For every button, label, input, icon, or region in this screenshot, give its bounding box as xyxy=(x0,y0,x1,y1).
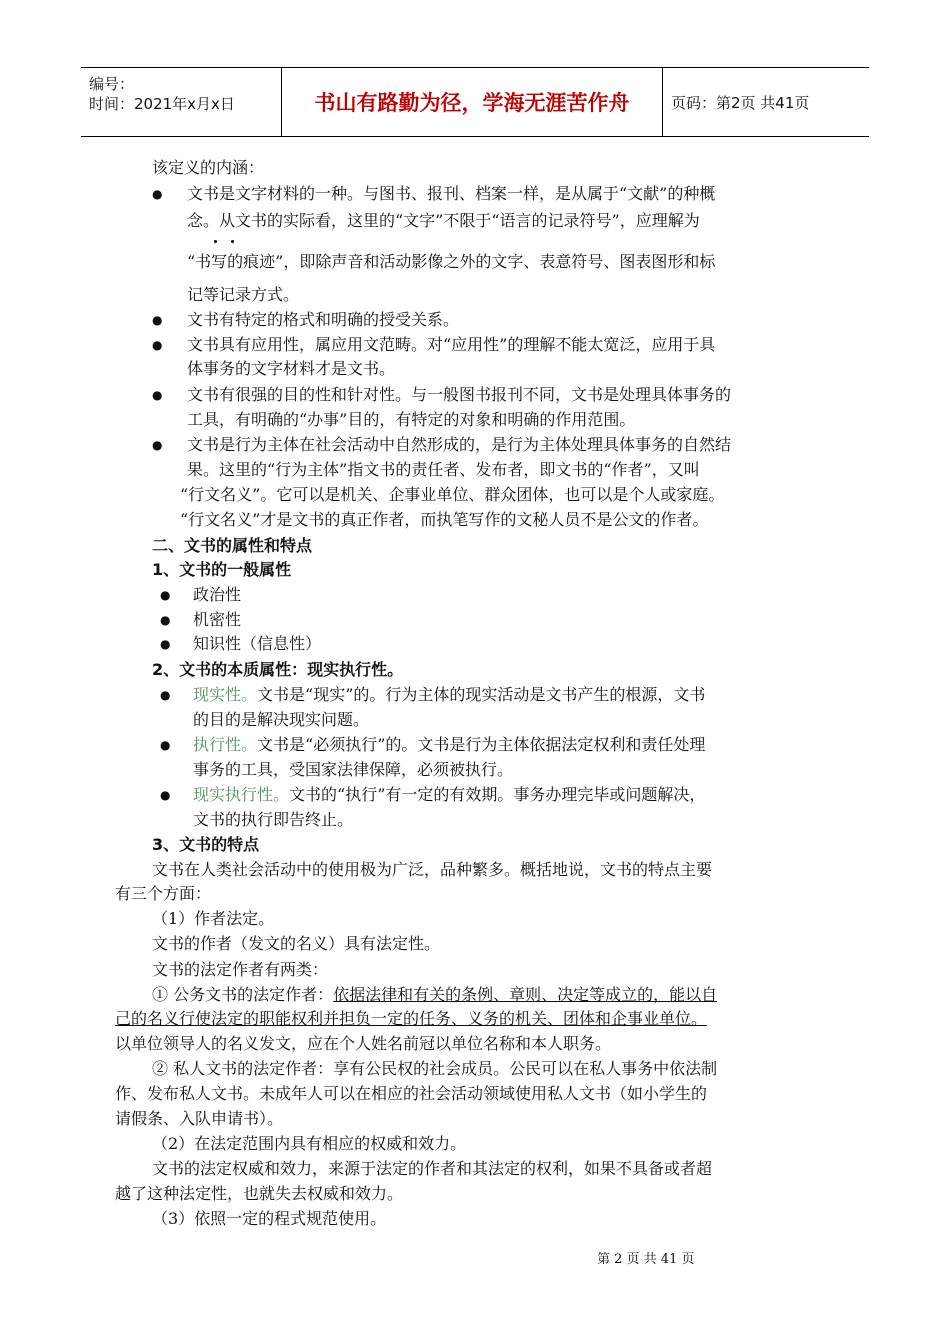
bullet-5-line-4: “行文名义”才是文书的真正作者，而执笔写作的文秘人员不是公文的作者。 xyxy=(180,510,709,529)
subsection-heading-1: 1、文书的一般属性 xyxy=(152,560,292,579)
bullet-icon: ● xyxy=(152,438,163,452)
bullet-5-line-3: “行文名义”。它可以是机关、企事业单位、群众团体，也可以是个人或家庭。 xyxy=(180,485,725,504)
bullet-icon: ● xyxy=(160,613,171,627)
feature-1-text-c xyxy=(152,984,717,1006)
essence-item-3-cont: 文书的执行即告终止。 xyxy=(193,810,354,829)
feature-2-heading: （2）在法定范围内具有相应的权威和效力。 xyxy=(152,1134,467,1153)
bullet-icon: ● xyxy=(160,688,171,702)
section-heading: 二、文书的属性和特点 xyxy=(152,536,313,555)
essence-text: 文书是“现实”的。行为主体的现实活动是文书产生的根源，文书 xyxy=(257,685,706,704)
bullet-icon: ● xyxy=(152,187,163,201)
feature-1-text-d2: 作、发布私人文书。未成年人可以在相应的社会活动领域使用私人文书（如小学生的 xyxy=(115,1084,708,1103)
header-page-cell xyxy=(663,68,869,136)
essence-term: 现实性。 xyxy=(193,685,258,704)
essence-item-3 xyxy=(193,784,705,806)
intro-text: 该定义的内涵： xyxy=(152,158,265,177)
bullet-3-line-1: 文书具有应用性，属应用文范畴。对“应用性”的理解不能太宽泛，应用于具 xyxy=(187,335,716,354)
bullet-icon: ● xyxy=(160,637,171,651)
feature-2-text-1: 文书的法定权威和效力，来源于法定的作者和其法定的权利，如果不具备或者超 xyxy=(152,1159,713,1178)
header-motto: 书山有路勤为径，学海无涯苦作舟 xyxy=(314,91,630,115)
essence-item-1-cont: 的目的是解决现实问题。 xyxy=(193,710,370,729)
page-header xyxy=(81,67,869,137)
essence-term: 执行性。 xyxy=(193,735,258,754)
features-line-2: 有三个方面： xyxy=(115,884,212,903)
subsection-heading-2: 2、文书的本质属性：现实执行性。 xyxy=(152,660,404,679)
feature-1-text-c2: 己的名义行使法定的职能权利并担负一定的任务、义务的机关、团体和企事业单位。 xyxy=(115,1009,708,1028)
bullet-1-line-2: 念。从文书的实际看，这里的“文字”不限于“语言的记录符号”，应理解为 xyxy=(187,211,700,230)
bullet-icon: ● xyxy=(152,388,163,402)
property-item: 政治性 xyxy=(193,585,242,604)
feature-1-text-c3: 以单位领导人的名义发文，应在个人姓名前冠以单位名称和本人职务。 xyxy=(115,1034,612,1053)
public-author-definition: 依据法律和有关的条例、章则、决定等成立的，能以自 xyxy=(333,985,718,1004)
bullet-icon: ● xyxy=(152,313,163,327)
public-author-label: ① 公务文书的法定作者： xyxy=(152,985,334,1004)
doc-number-label: 编号： xyxy=(89,75,135,93)
feature-2-text-2: 越了这种法定性，也就失去权威和效力。 xyxy=(115,1184,404,1203)
features-line-1: 文书在人类社会活动中的使用极为广泛，品种繁多。概括地说，文书的特点主要 xyxy=(152,860,713,879)
bullet-5-line-2: 果。这里的“行为主体”指文书的责任者、发布者，即文书的“作者”，又叫 xyxy=(187,460,700,479)
essence-text: 文书是“必须执行”的。文书是行为主体依据法定权利和责任处理 xyxy=(257,735,706,754)
emphasis-dot xyxy=(214,240,217,243)
bullet-icon: ● xyxy=(152,338,163,352)
feature-1-text-d1: ② 私人文书的法定作者：享有公民权的社会成员。公民可以在私人事务中依法制 xyxy=(152,1059,718,1078)
bullet-2: 文书有特定的格式和明确的授受关系。 xyxy=(187,310,460,329)
emphasis-dot xyxy=(231,240,234,243)
bullet-3-line-2: 体事务的文字材料才是文书。 xyxy=(187,359,396,378)
bullet-4-line-2: 工具，有明确的“办事”目的，有特定的对象和明确的作用范围。 xyxy=(187,410,636,429)
feature-1-text-d3: 请假条、入队申请书）。 xyxy=(115,1109,284,1128)
bullet-icon: ● xyxy=(160,738,171,752)
header-motto-cell xyxy=(282,68,663,136)
header-meta-cell xyxy=(81,68,282,136)
bullet-4-line-1: 文书有很强的目的性和针对性。与一般图书报刊不同，文书是处理具体事务的 xyxy=(187,385,732,404)
property-item: 知识性（信息性） xyxy=(193,634,322,653)
feature-3-heading: （3）依照一定的程式规范使用。 xyxy=(152,1209,387,1228)
doc-date-label: 时间：2021年x月x日 xyxy=(89,95,235,113)
essence-text: 文书的“执行”有一定的有效期。事务办理完毕或问题解决， xyxy=(289,785,706,804)
feature-1-text-a: 文书的作者（发文的名义）具有法定性。 xyxy=(152,934,441,953)
subsection-heading-3: 3、文书的特点 xyxy=(152,835,260,854)
feature-1-text-b: 文书的法定作者有两类： xyxy=(152,960,329,979)
bullet-1-line-3: “书写的痕迹”，即除声音和活动影像之外的文字、表意符号、图表图形和标 xyxy=(187,252,716,271)
essence-item-1 xyxy=(193,684,705,706)
feature-1-heading: （1）作者法定。 xyxy=(152,909,275,928)
essence-item-2 xyxy=(193,734,705,756)
essence-item-2-cont: 事务的工具，受国家法律保障，必须被执行。 xyxy=(193,760,514,779)
header-page-info: 页码：第2页 共41页 xyxy=(671,93,810,112)
bullet-icon: ● xyxy=(160,788,171,802)
page-footer: 第 2 页 共 41 页 xyxy=(597,1252,695,1267)
bullet-1-line-4: 记等记录方式。 xyxy=(187,285,300,304)
bullet-5-line-1: 文书是行为主体在社会活动中自然形成的，是行为主体处理具体事务的自然结 xyxy=(187,435,732,454)
essence-term: 现实执行性。 xyxy=(193,785,290,804)
property-item: 机密性 xyxy=(193,610,242,629)
bullet-icon: ● xyxy=(160,588,171,602)
bullet-1-line-1: 文书是文字材料的一种。与图书、报刊、档案一样，是从属于“文献”的种概 xyxy=(187,184,716,203)
